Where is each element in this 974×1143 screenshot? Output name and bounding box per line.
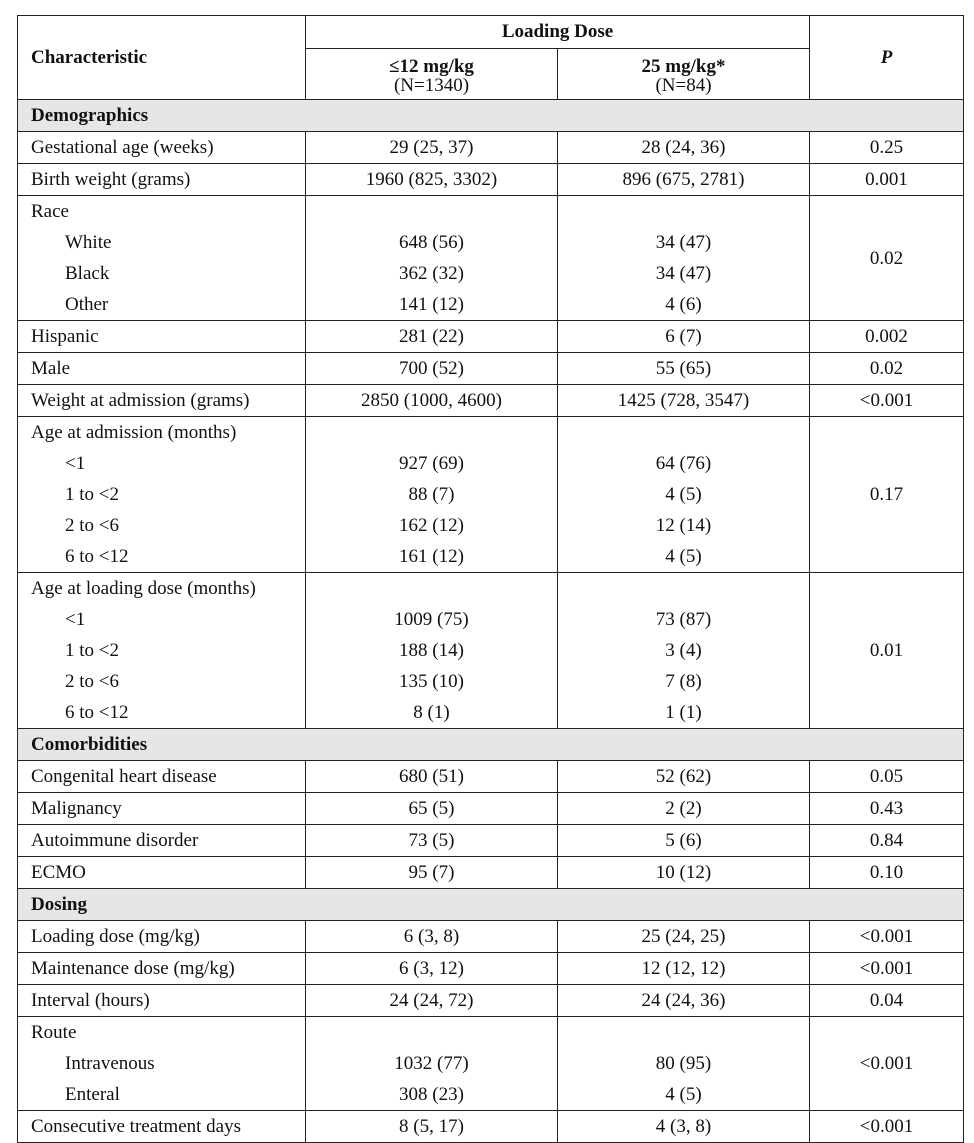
header-low-dose-label: ≤12 mg/kg (389, 55, 474, 77)
header-high-dose (558, 49, 810, 100)
table-row (18, 761, 964, 793)
header-low-dose (306, 49, 558, 100)
row-label: Weight at admission (grams) (18, 385, 306, 417)
row-label: Autoimmune disorder (18, 825, 306, 857)
group-label: Age at loading dose (months) (31, 578, 256, 599)
cell-p-value: <0.001 (810, 385, 964, 417)
row-label: Gestational age (weeks) (18, 132, 306, 164)
header-row-1 (18, 16, 964, 49)
table-row (18, 953, 964, 985)
row-label: ECMO (18, 857, 306, 889)
section-row-dosing (18, 889, 964, 921)
header-loading-dose: Loading Dose (306, 16, 810, 49)
cell-p-value: 0.02 (810, 196, 964, 321)
cell-low-dose: 135 (10) (399, 671, 464, 692)
sub-label: Intravenous (65, 1053, 155, 1074)
cell-p-value: 0.04 (810, 985, 964, 1017)
table-row (18, 132, 964, 164)
cell-low-dose: 1009 (75) (394, 609, 469, 630)
cell-p-value: 0.25 (810, 132, 964, 164)
cell-high-dose: 896 (675, 2781) (558, 164, 810, 196)
sub-label: Black (65, 263, 110, 284)
sub-label: White (65, 232, 112, 253)
sub-label: <1 (65, 609, 86, 630)
cell-high-dose: 4 (5) (665, 1084, 702, 1105)
row-label: Consecutive treatment days (18, 1111, 306, 1143)
cell-p-value: 0.17 (810, 417, 964, 573)
sub-label: 6 to <12 (65, 702, 129, 723)
cell-p-value: 0.10 (810, 857, 964, 889)
cell-low-dose: 700 (52) (306, 353, 558, 385)
cell-p-value: <0.001 (810, 1111, 964, 1143)
cell-high-dose: 4 (6) (665, 294, 702, 315)
cell-low-dose: 281 (22) (306, 321, 558, 353)
sub-label: Other (65, 294, 109, 315)
section-row-comorbidities (18, 729, 964, 761)
cell-low-dose: 65 (5) (306, 793, 558, 825)
characteristics-table-container (17, 15, 963, 1143)
table-row (18, 985, 964, 1017)
cell-low-dose: 188 (14) (399, 640, 464, 661)
cell-high-dose: 10 (12) (558, 857, 810, 889)
group-label: Race (31, 201, 69, 222)
cell-high-dose: 4 (5) (665, 546, 702, 567)
cell-high-dose-group (558, 573, 810, 729)
cell-high-dose: 73 (87) (655, 609, 712, 630)
cell-high-dose: 4 (5) (665, 484, 702, 505)
cell-p-value: 0.002 (810, 321, 964, 353)
cell-low-dose: 648 (56) (399, 232, 464, 253)
cell-low-dose: 308 (23) (399, 1084, 464, 1105)
cell-low-dose: 161 (12) (399, 546, 464, 567)
cell-p-value: 0.43 (810, 793, 964, 825)
sub-label: 1 to <2 (65, 484, 119, 505)
cell-p-value: <0.001 (810, 1017, 964, 1111)
cell-low-dose: 24 (24, 72) (306, 985, 558, 1017)
table-row (18, 825, 964, 857)
table-row (18, 164, 964, 196)
header-low-dose-n: (N=1340) (393, 74, 470, 96)
cell-low-dose: 680 (51) (306, 761, 558, 793)
cell-low-dose: 29 (25, 37) (306, 132, 558, 164)
header-characteristic: Characteristic (18, 16, 306, 100)
table-row-group (18, 1017, 964, 1111)
table-row (18, 353, 964, 385)
cell-high-dose: 1 (1) (665, 702, 702, 723)
table-row (18, 1111, 964, 1143)
cell-p-value: 0.84 (810, 825, 964, 857)
cell-high-dose: 52 (62) (558, 761, 810, 793)
table-row (18, 921, 964, 953)
section-dosing: Dosing (18, 889, 964, 921)
cell-high-dose: 80 (95) (655, 1053, 712, 1074)
cell-high-dose: 24 (24, 36) (558, 985, 810, 1017)
cell-low-dose: 8 (5, 17) (306, 1111, 558, 1143)
cell-p-value: 0.05 (810, 761, 964, 793)
cell-high-dose: 28 (24, 36) (558, 132, 810, 164)
group-label: Age at admission (months) (31, 422, 237, 443)
cell-high-dose: 1425 (728, 3547) (558, 385, 810, 417)
cell-low-dose: 162 (12) (399, 515, 464, 536)
header-high-dose-label: 25 mg/kg* (641, 55, 726, 77)
cell-high-dose: 3 (4) (665, 640, 702, 661)
cell-low-dose: 8 (1) (413, 702, 450, 723)
cell-low-dose: 927 (69) (399, 453, 464, 474)
section-comorbidities: Comorbidities (18, 729, 964, 761)
cell-p-value: 0.02 (810, 353, 964, 385)
cell-low-dose: 6 (3, 12) (306, 953, 558, 985)
cell-low-dose: 95 (7) (306, 857, 558, 889)
row-label: Hispanic (18, 321, 306, 353)
cell-high-dose: 34 (47) (655, 263, 712, 284)
table-row-group (18, 573, 964, 729)
sub-label: 6 to <12 (65, 546, 129, 567)
header-p-value: P (810, 16, 964, 100)
row-label: Birth weight (grams) (18, 164, 306, 196)
cell-low-dose-group (306, 196, 558, 321)
cell-high-dose: 12 (12, 12) (558, 953, 810, 985)
cell-high-dose: 6 (7) (558, 321, 810, 353)
cell-low-dose: 2850 (1000, 4600) (306, 385, 558, 417)
cell-low-dose: 1960 (825, 3302) (306, 164, 558, 196)
sub-label: 1 to <2 (65, 640, 119, 661)
characteristics-table (17, 15, 964, 1143)
table-row (18, 793, 964, 825)
cell-high-dose: 34 (47) (655, 232, 712, 253)
cell-high-dose: 64 (76) (655, 453, 712, 474)
row-label: Male (18, 353, 306, 385)
cell-p-value: 0.001 (810, 164, 964, 196)
cell-high-dose: 55 (65) (558, 353, 810, 385)
cell-high-dose-group (558, 1017, 810, 1111)
cell-low-dose: 88 (7) (408, 484, 455, 505)
section-demographics: Demographics (18, 100, 964, 132)
section-row-demographics (18, 100, 964, 132)
cell-high-dose: 2 (2) (558, 793, 810, 825)
row-label: Maintenance dose (mg/kg) (18, 953, 306, 985)
header-high-dose-n: (N=84) (655, 74, 712, 96)
table-row (18, 857, 964, 889)
cell-low-dose: 73 (5) (306, 825, 558, 857)
cell-low-dose: 6 (3, 8) (306, 921, 558, 953)
cell-low-dose: 141 (12) (399, 294, 464, 315)
group-label: Route (31, 1022, 77, 1043)
sub-label: <1 (65, 453, 86, 474)
sub-label: Enteral (65, 1084, 120, 1105)
cell-high-dose: 7 (8) (665, 671, 702, 692)
row-label-group (18, 196, 306, 321)
row-label: Malignancy (18, 793, 306, 825)
cell-p-value: <0.001 (810, 953, 964, 985)
sub-label: 2 to <6 (65, 671, 119, 692)
row-label-group (18, 1017, 306, 1111)
cell-low-dose: 362 (32) (399, 263, 464, 284)
cell-high-dose-group (558, 196, 810, 321)
cell-high-dose: 12 (14) (655, 515, 712, 536)
row-label: Interval (hours) (18, 985, 306, 1017)
cell-low-dose-group (306, 417, 558, 573)
table-row-group (18, 196, 964, 321)
sub-label: 2 to <6 (65, 515, 119, 536)
cell-high-dose: 5 (6) (558, 825, 810, 857)
row-label-group (18, 417, 306, 573)
table-row (18, 321, 964, 353)
cell-p-value: <0.001 (810, 921, 964, 953)
table-row-group (18, 417, 964, 573)
table-row (18, 385, 964, 417)
cell-low-dose: 1032 (77) (394, 1053, 469, 1074)
cell-high-dose: 4 (3, 8) (558, 1111, 810, 1143)
cell-low-dose-group (306, 1017, 558, 1111)
cell-low-dose-group (306, 573, 558, 729)
row-label-group (18, 573, 306, 729)
cell-high-dose: 25 (24, 25) (558, 921, 810, 953)
row-label: Congenital heart disease (18, 761, 306, 793)
cell-high-dose-group (558, 417, 810, 573)
row-label: Loading dose (mg/kg) (18, 921, 306, 953)
cell-p-value: 0.01 (810, 573, 964, 729)
